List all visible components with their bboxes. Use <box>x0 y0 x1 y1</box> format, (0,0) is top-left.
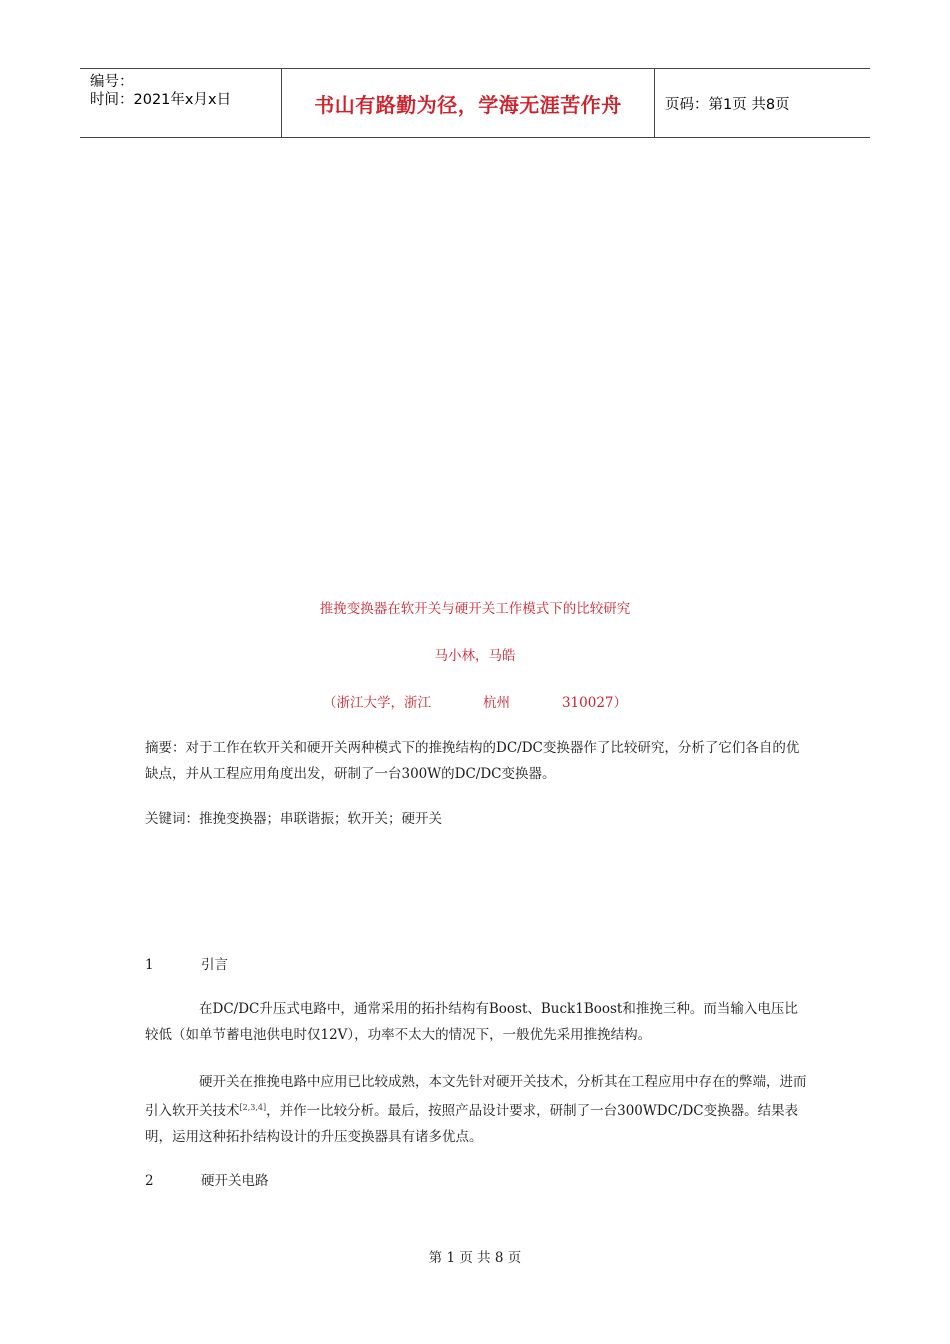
body-paragraph <box>145 1069 810 1150</box>
header-page-label: 页码：第1页 共8页 <box>665 96 790 113</box>
paragraph-text: ，并作一比较分析。最后，按照产品设计要求，研制了一台300WDC/DC变换器。结果表明，运用这种拓扑结构设计的升压变换器具有诸多优点。 <box>145 1103 799 1145</box>
affiliation-postcode: 310027） <box>561 695 628 711</box>
article-title: 推挽变换器在软开关与硬开关工作模式下的比较研究 <box>319 601 631 617</box>
header-meta-cell <box>80 69 281 137</box>
keywords-paragraph: 关键词：推挽变换器；串联谐振；软开关；硬开关 <box>145 811 442 827</box>
header-page-cell <box>655 69 870 137</box>
page-footer: 第 1 页 共 8 页 <box>428 1250 522 1266</box>
affiliation-university: （浙江大学，浙江 <box>322 695 431 711</box>
page-header <box>80 68 870 138</box>
document-number-label: 编号： <box>90 74 134 90</box>
section-number: 2 <box>145 1173 154 1189</box>
citation-reference: [2,3,4] <box>239 1103 267 1112</box>
document-time-label: 时间：2021年x月x日 <box>90 92 232 108</box>
abstract-paragraph: 摘要：对于工作在软开关和硬开关两种模式下的推挽结构的DC/DC变换器作了比较研究，分析了它们各自的优缺点，并从工程应用角度出发，研制了一台300W的DC/DC变换器。 <box>145 740 800 782</box>
header-motto-cell <box>281 69 655 137</box>
section-title: 引言 <box>201 957 228 973</box>
section-heading-hard-switching <box>145 1169 269 1189</box>
paragraph-text: 硬开关在推挽电路中应用已比较成熟，本文先针对硬开关技术，分析其在工程应用中存在的弊端，进而引入软开关技术 <box>145 1074 807 1119</box>
article-authors: 马小林，马皓 <box>434 648 516 664</box>
affiliation-city: 杭州 <box>482 695 510 711</box>
section-heading-introduction <box>145 953 228 973</box>
header-motto: 书山有路勤为径，学海无涯苦作舟 <box>314 92 622 117</box>
section-number: 1 <box>145 957 154 973</box>
section-title: 硬开关电路 <box>201 1173 269 1189</box>
article-affiliation <box>0 691 950 711</box>
body-paragraph: 在DC/DC升压式电路中，通常采用的拓扑结构有Boost、Buck1Boost和推挽三种。而当输入电压比较低（如单节蓄电池供电时仅12V），功率不太大的情况下，一般优先采用推挽结构。 <box>145 1001 798 1043</box>
